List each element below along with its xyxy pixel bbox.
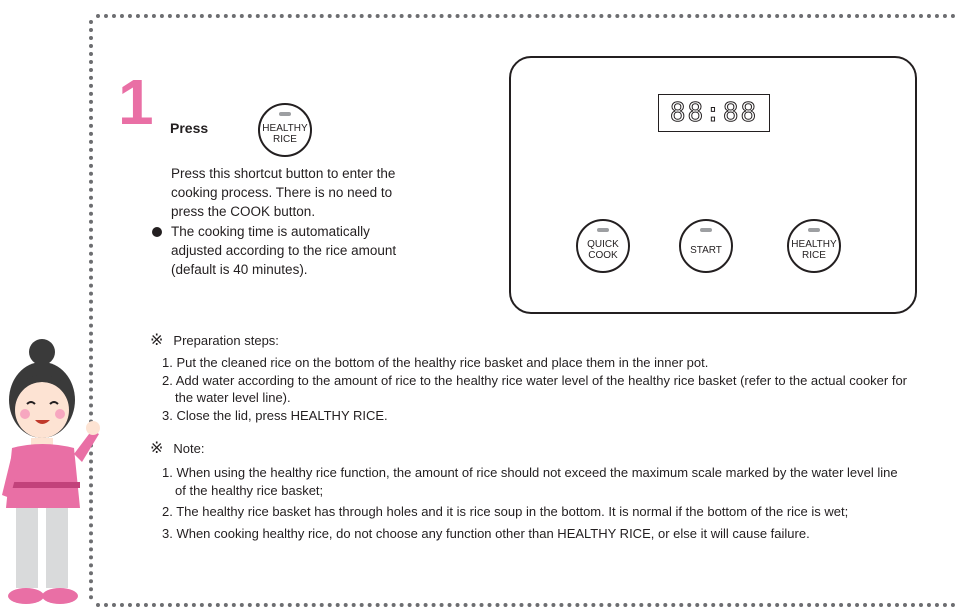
preparation-item: 2. Add water according to the amount of rice to the healthy rice water level of the healthy rice basket (refer to the actual cooker for the water level line). bbox=[162, 372, 908, 405]
step-number: 1 bbox=[118, 66, 154, 138]
start-label: START bbox=[690, 244, 722, 256]
note-item: 3. When cooking healthy rice, do not choose any function other than HEALTHY RICE, or else it will cause failure. bbox=[162, 525, 810, 541]
dotted-border-top bbox=[96, 14, 956, 18]
indicator-led bbox=[279, 112, 291, 116]
reference-mark-icon: ※ bbox=[150, 440, 164, 457]
note-section bbox=[150, 440, 910, 542]
step-bullet-text: The cooking time is automatically adjusted according to the rice amount (default is 40 minutes). bbox=[171, 224, 397, 277]
preparation-title: Preparation steps: bbox=[173, 333, 279, 348]
note-title: Note: bbox=[173, 441, 205, 456]
indicator-led bbox=[808, 228, 820, 232]
dotted-border-bottom bbox=[96, 603, 956, 607]
bullet-icon bbox=[152, 227, 162, 237]
indicator-led bbox=[597, 228, 609, 232]
note-item: 1. When using the healthy rice function, the amount of rice should not exceed the maximum scale marked by the water level line of the healthy rice basket; bbox=[162, 465, 898, 498]
healthy-rice-panel-label: HEALTHY RICE bbox=[791, 239, 837, 261]
press-label: Press bbox=[170, 120, 209, 136]
cartoon-girl-illustration bbox=[0, 330, 100, 609]
start-button-illustration bbox=[679, 219, 733, 273]
step-description: Press this shortcut button to enter the cooking process. There is no need to press the COOK button. bbox=[171, 166, 396, 219]
quick-cook-button-illustration bbox=[576, 219, 630, 273]
panel-display bbox=[658, 94, 770, 132]
preparation-section bbox=[150, 332, 910, 424]
healthy-rice-button-illustration bbox=[258, 103, 312, 157]
display-digits: 88:88 bbox=[669, 98, 759, 128]
preparation-item: 1. Put the cleaned rice on the bottom of the healthy rice basket and place them in the inner pot. bbox=[162, 355, 709, 370]
quick-cook-label: QUICK COOK bbox=[587, 239, 619, 261]
step-bullet bbox=[152, 222, 412, 279]
healthy-rice-button-label: HEALTHY RICE bbox=[262, 123, 308, 145]
preparation-item: 3. Close the lid, press HEALTHY RICE. bbox=[162, 407, 388, 423]
healthy-rice-panel-button-illustration bbox=[787, 219, 841, 273]
note-item: 2. The healthy rice basket has through holes and it is rice soup in the bottom. It is normal if the bottom of the rice is wet; bbox=[162, 504, 849, 519]
reference-mark-icon: ※ bbox=[150, 332, 164, 349]
indicator-led bbox=[700, 228, 712, 232]
